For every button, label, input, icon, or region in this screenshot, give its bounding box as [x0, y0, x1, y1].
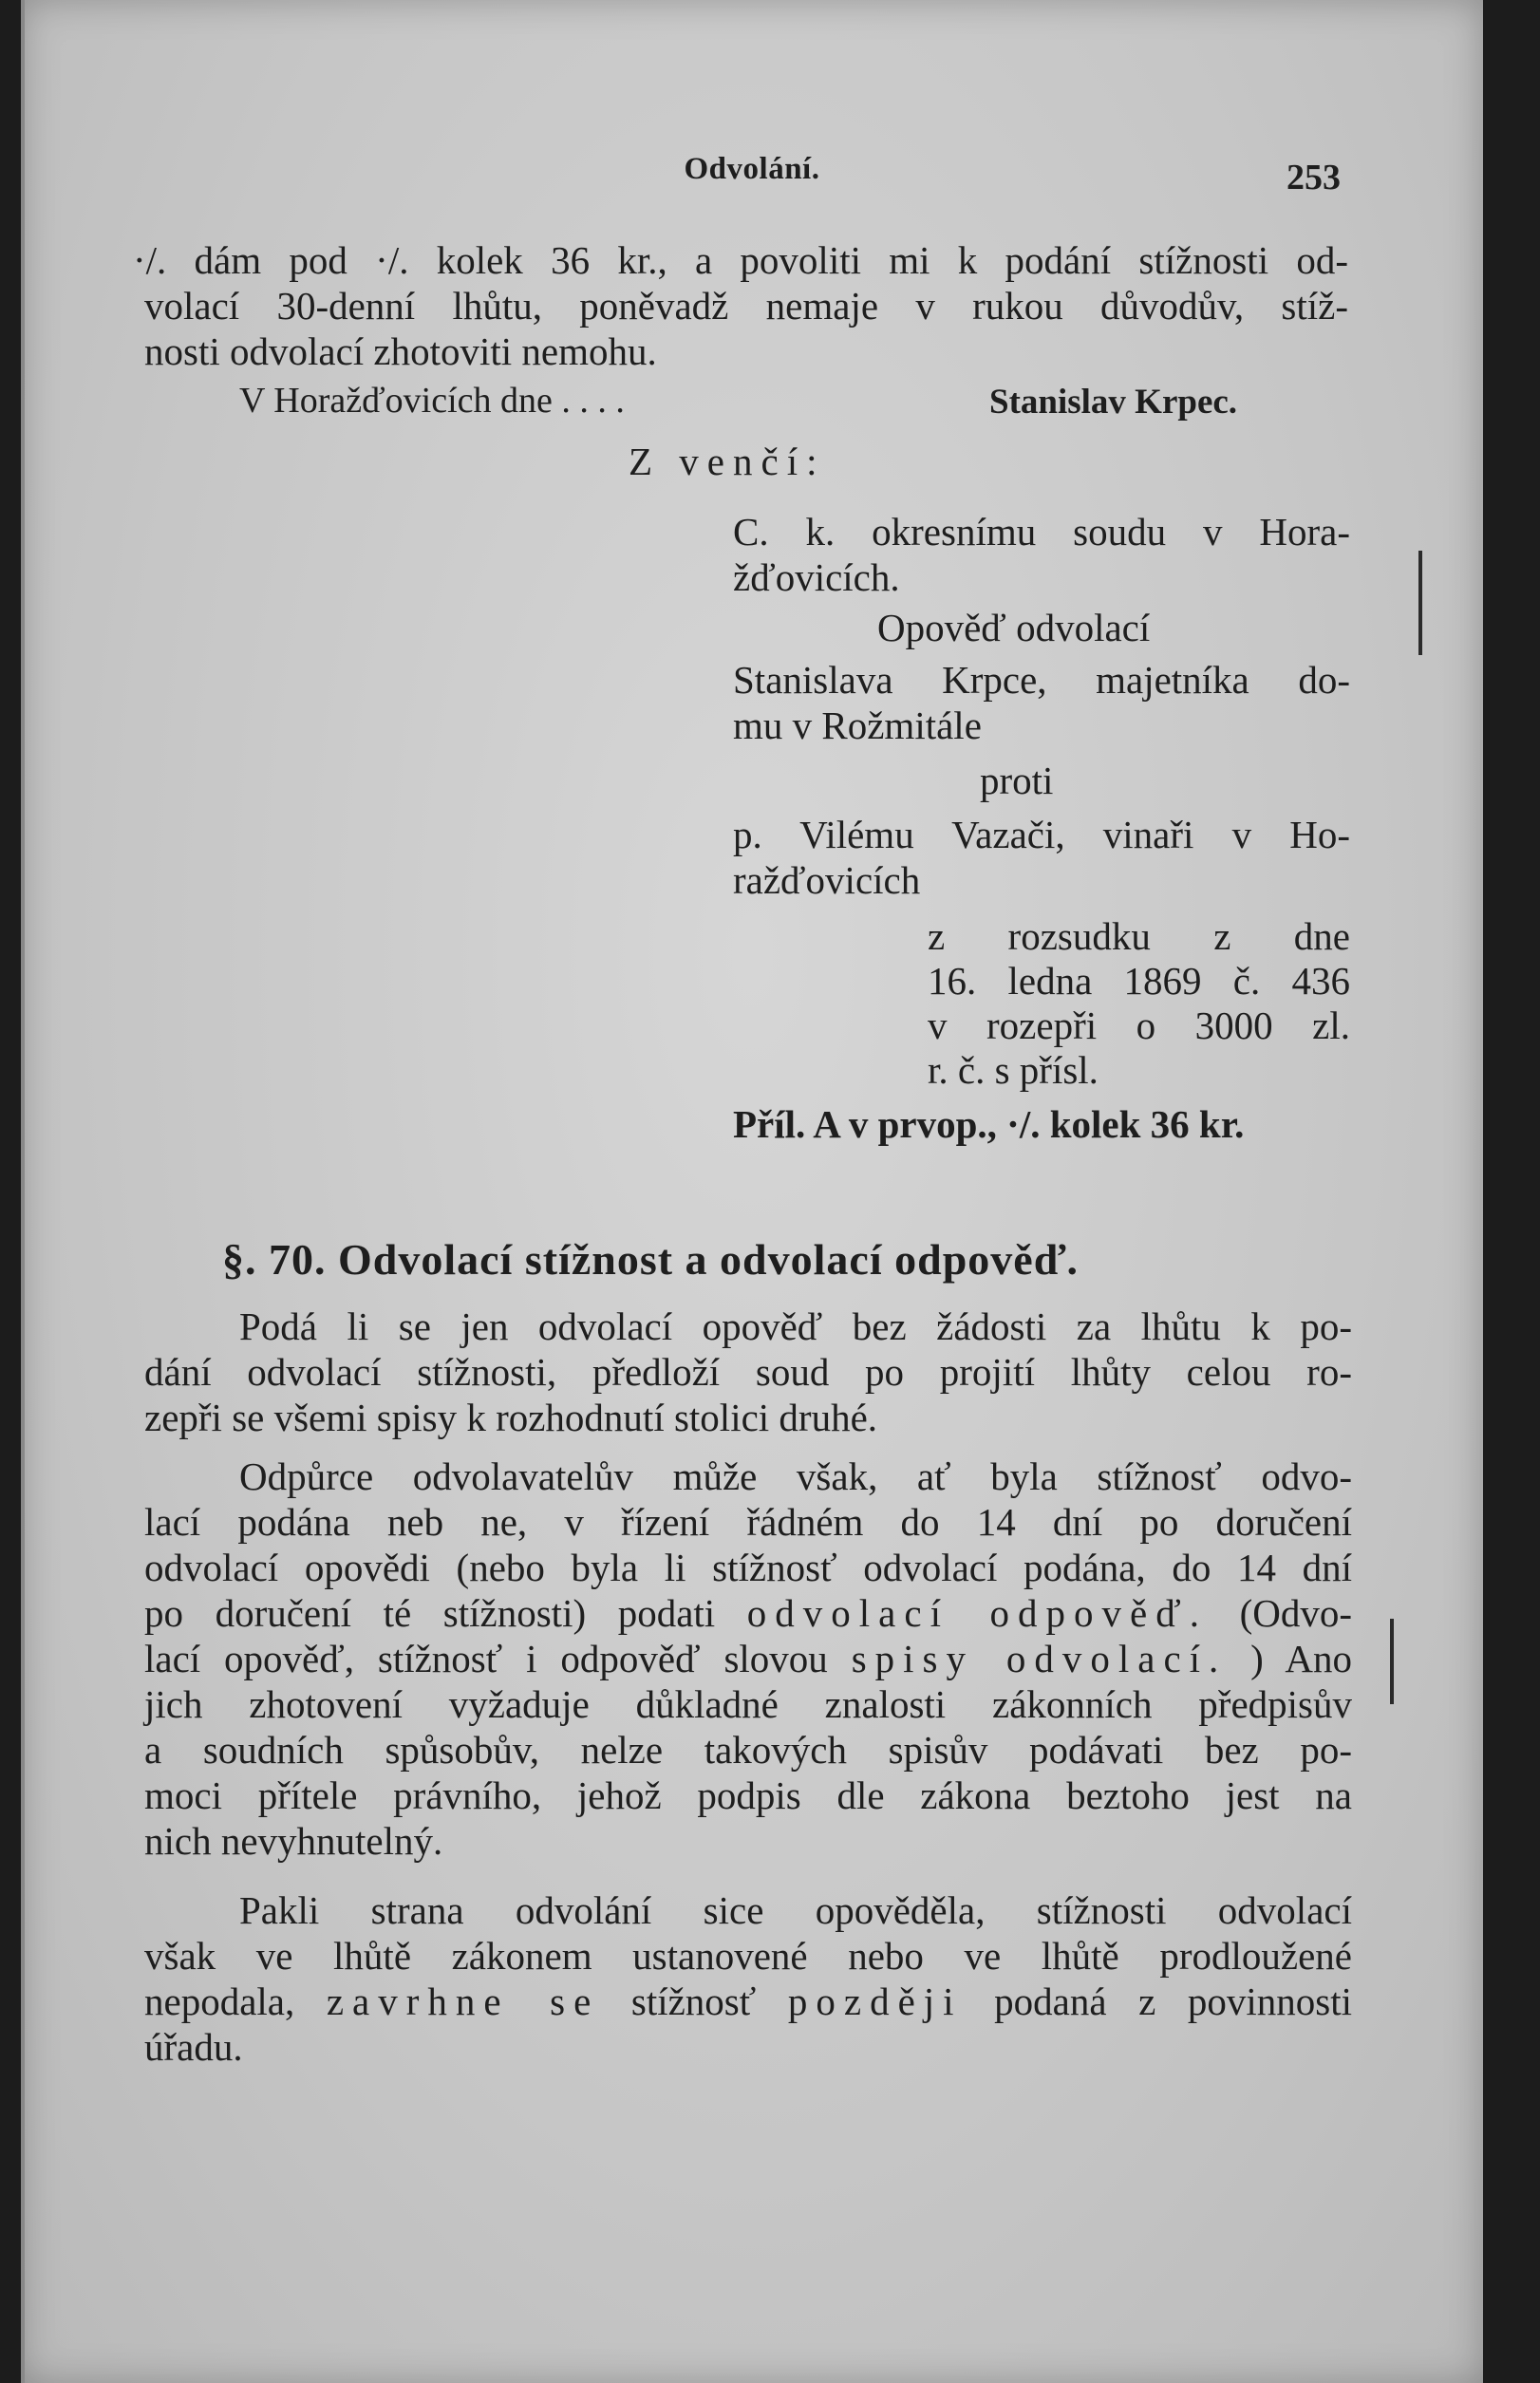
body-line: Odpůrce odvolavatelův může však, ať byla stížnosť odvo- — [239, 1454, 1352, 1498]
body-line — [144, 1590, 1352, 1636]
text-line: nosti odvolací zhotoviti nemohu. — [144, 329, 657, 373]
section-heading — [222, 1234, 1079, 1285]
margin-mark — [1418, 551, 1422, 655]
judgment-line: v rozepři o 3000 zl. — [928, 1004, 1350, 1047]
body-line: a soudních spůsobův, nelze takových spisův podávati bez po- — [144, 1728, 1352, 1772]
body-line: lací podána neb ne, v řízení řádném do 14 dní po doručení — [144, 1500, 1352, 1544]
outside-label: Z venčí: — [629, 440, 826, 483]
text-span: podaná z povinnosti — [994, 1980, 1353, 2023]
running-head: Odvolání. — [684, 152, 820, 186]
section-number: 70. — [269, 1235, 327, 1284]
judgment-line: z rozsudku z dne — [928, 914, 1350, 958]
margin-mark — [1390, 1619, 1394, 1704]
judgment-line: r. č. s přísl. — [928, 1048, 1099, 1092]
body-line: moci přítele právního, jehož podpis dle zákona beztoho jest na — [144, 1773, 1352, 1817]
text-span: (Odvo- — [1239, 1591, 1353, 1635]
text-span: ) Ano — [1250, 1637, 1353, 1680]
court-line: C. k. okresnímu soudu v Hora- — [733, 510, 1350, 554]
opponent-line: ražďovicích — [733, 858, 921, 902]
emphasis-span: zavrhne se — [326, 1980, 600, 2023]
text-span: nepodala, — [144, 1980, 295, 2023]
text-line: volací 30-denní lhůtu, poněvadž nemaje v rukou důvodův, stíž- — [144, 284, 1348, 328]
against-label: proti — [980, 759, 1054, 802]
text-line: ·/. dám pod ·/. kolek 36 kr., a povoliti mi k podání stížnosti od- — [133, 238, 1348, 282]
body-line: Pakli strana odvolání sice opověděla, stížnosti odvolací — [239, 1888, 1352, 1932]
party-line: Stanislava Krpce, majetníka do- — [733, 658, 1350, 702]
opoved-title: Opověď odvolací — [877, 606, 1151, 649]
page-edge — [21, 0, 25, 2383]
body-line: Podá li se jen odvolací opověď bez žádosti za lhůtu k po- — [239, 1304, 1352, 1348]
body-line — [144, 1979, 1352, 2024]
party-line: mu v Rožmitále — [733, 704, 982, 747]
emphasis-span: spisy odvolací. — [851, 1637, 1228, 1680]
body-line: odvolací opovědi (nebo byla li stížnosť odvolací podána, do 14 dní — [144, 1546, 1352, 1589]
book-page — [21, 0, 1483, 2383]
opponent-line: p. Vilému Vazači, vinaři v Ho- — [733, 813, 1350, 856]
signature: Stanislav Krpec. — [989, 383, 1238, 422]
attachments-line: Příl. A v prvop., ·/. kolek 36 kr. — [733, 1102, 1245, 1146]
judgment-line: 16. ledna 1869 č. 436 — [928, 959, 1350, 1003]
body-line: jich zhotovení vyžaduje důkladné znalosti zákonních předpisův — [144, 1682, 1352, 1726]
text-span: stížnosť — [630, 1980, 757, 2023]
place-date: V Horažďovicích dne . . . . — [239, 381, 625, 421]
section-title: Odvolací stížnost a odvolací odpověď. — [338, 1235, 1079, 1284]
page-number: 253 — [1286, 158, 1341, 197]
body-line — [144, 1636, 1352, 1681]
body-line: úřadu. — [144, 2025, 243, 2069]
body-line: dání odvolací stížnosti, předloží soud po projití lhůty celou ro- — [144, 1350, 1352, 1394]
text-span: po doručení té stížnosti) podati — [144, 1591, 716, 1635]
text-span: lací opověď, stížnosť i odpověď slovou — [144, 1637, 828, 1680]
body-line: však ve lhůtě zákonem ustanovené nebo ve lhůtě prodloužené — [144, 1934, 1352, 1978]
emphasis-span: odvolací odpověď. — [746, 1591, 1208, 1635]
section-sign: §. — [222, 1235, 257, 1284]
body-line: nich nevyhnutelný. — [144, 1819, 443, 1863]
court-line: žďovicích. — [733, 555, 900, 599]
emphasis-span: později — [787, 1980, 963, 2023]
body-line: zepři se všemi spisy k rozhodnutí stolici druhé. — [144, 1396, 878, 1439]
page-header — [144, 152, 1360, 209]
